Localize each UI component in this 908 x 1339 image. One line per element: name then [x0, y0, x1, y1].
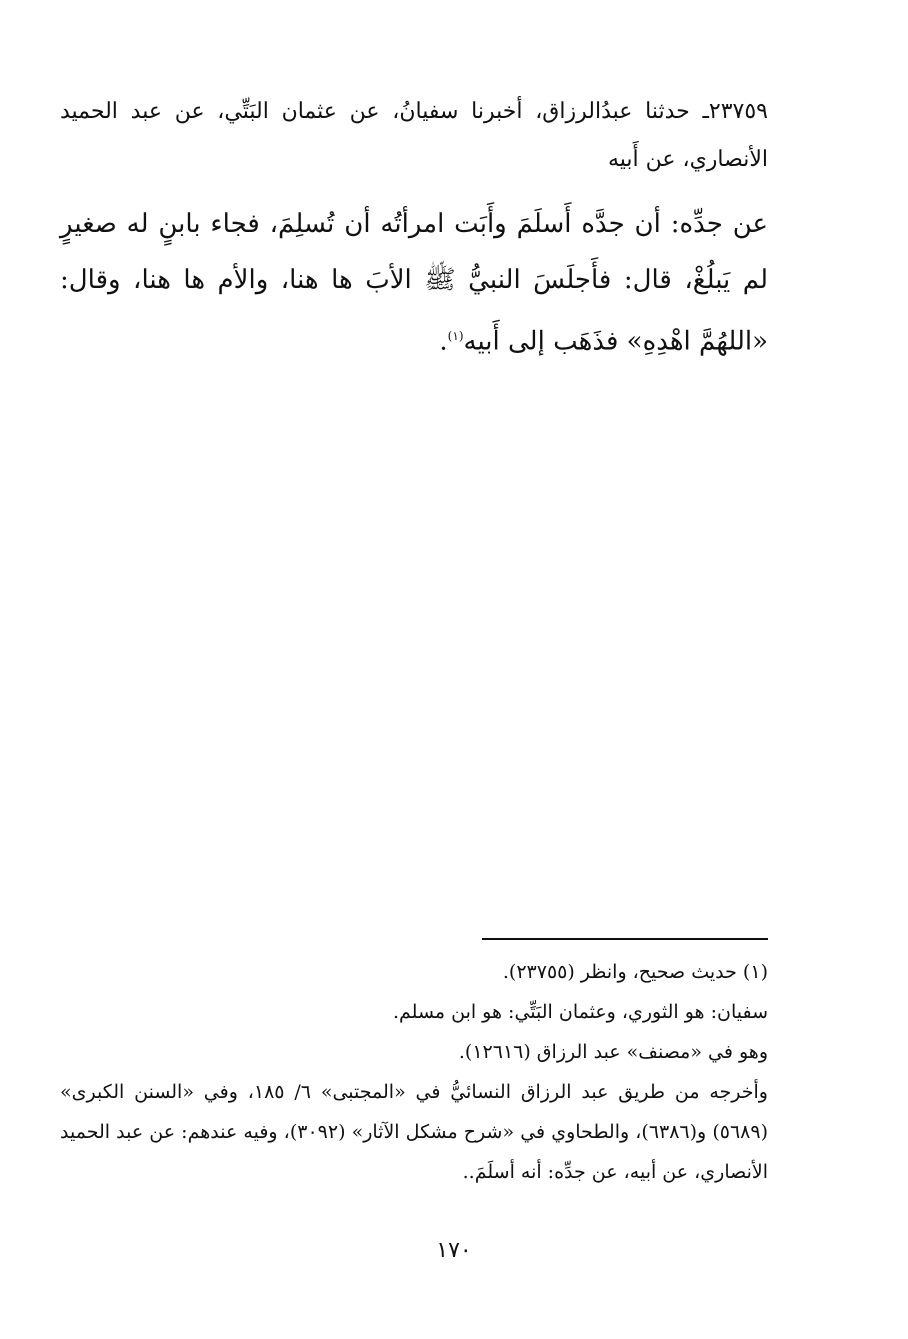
- hadith-isnad: ٢٣٧٥٩ـ حدثنا عبدُالرزاق، أخبرنا سفيانُ، عن عثمان البَتِّي، عن عبد الحميد الأنصاري، عن أَبيه: [60, 99, 768, 172]
- footnotes: [60, 952, 768, 1192]
- footnote-line: سفيان: هو الثوري، وعثمان البَتِّي: هو ابن مسلم.: [392, 1001, 768, 1023]
- hadith-matn: [60, 196, 768, 370]
- footnote-separator: [482, 938, 768, 940]
- hadith-matn-text: عن جدِّه: أن جدَّه أَسلَمَ وأَبَت امرأتُه أن تُسلِمَ، فجاء بابنٍ له صغيرٍ لم يَبلُغْ، قال: فأَجلَسَ النبيُّ ﷺ الأبَ ها هنا، والأم ها هنا، وقال: «اللهُمَّ اهْدِهِ» فذَهَب إلى أَبيه: [60, 209, 768, 357]
- footnote-marker: (١): [447, 329, 464, 343]
- hadith-body: [60, 88, 768, 370]
- footnote-line: (١) حديث صحيح، وانظر (٢٣٧٥٥).: [502, 961, 768, 983]
- footnote-line: وهو في «مصنف» عبد الرزاق (١٢٦١٦).: [458, 1041, 768, 1063]
- footnote-line: وأخرجه من طريق عبد الرزاق النسائيُّ في «المجتبى» ٦/ ١٨٥، وفي «السنن الكبرى» (٥٦٨٩) و(٦٣٨٦)، والطحاوي في «شرح مشكل الآثار» (٣٠٩٢)، وفيه عندهم: عن عبد الحميد الأنصاري، عن أبيه، عن جدِّه: أنه أسلَمَ..: [60, 1081, 768, 1183]
- hadith-end: .: [439, 326, 448, 357]
- page-number: ١٧٠: [436, 1238, 472, 1263]
